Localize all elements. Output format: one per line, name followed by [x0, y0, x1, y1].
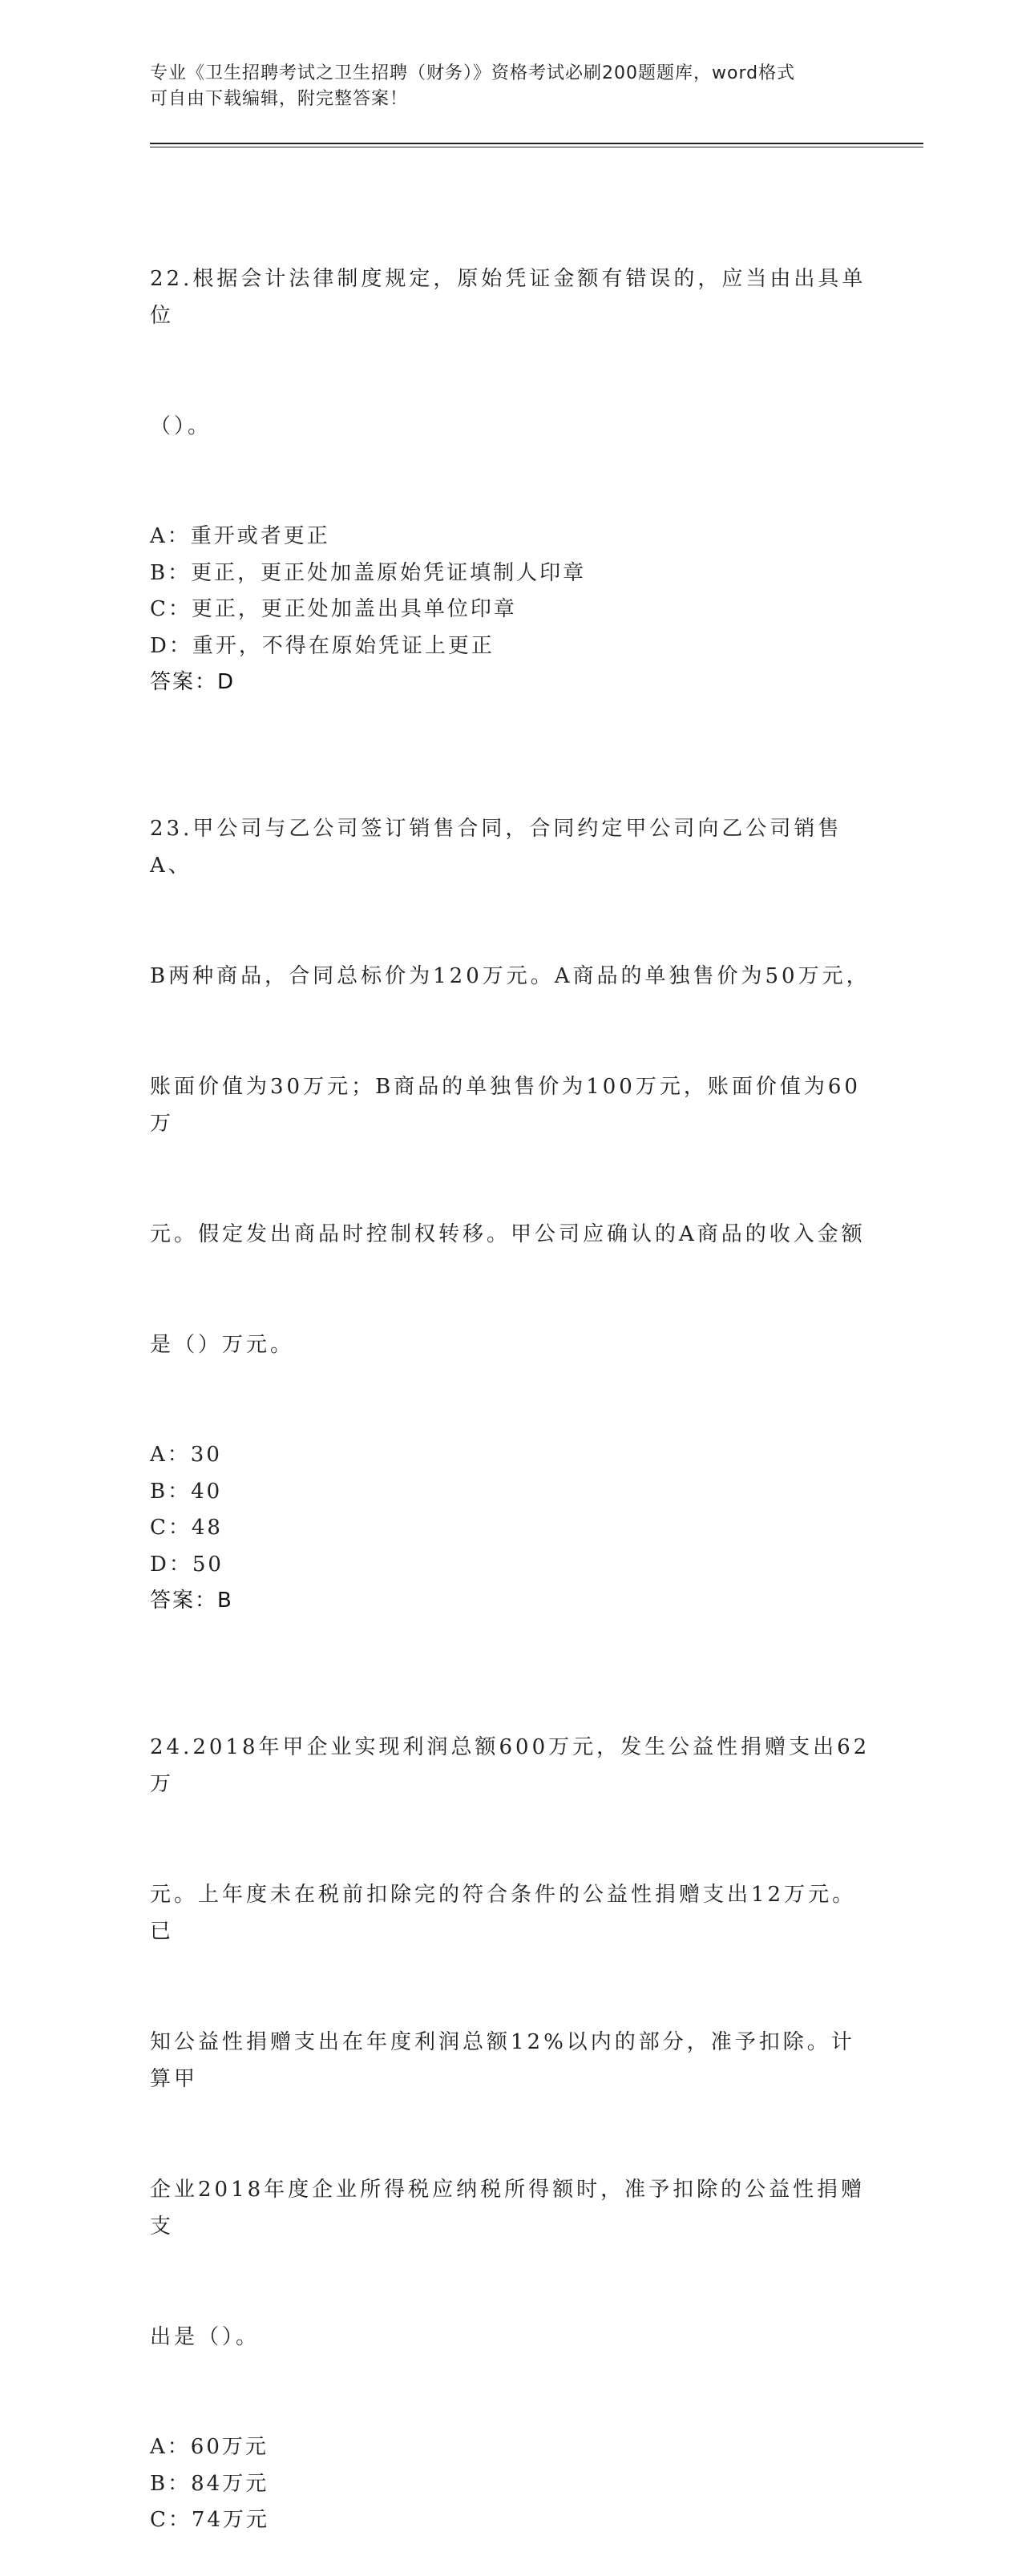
question-stem: [150, 737, 871, 1437]
stem-line: 24.2018年甲企业实现利润总额600万元，发生公益性捐赠支出62万: [150, 1735, 871, 1796]
option-a: A：重开或者更正: [150, 524, 330, 548]
option-c: C：更正，更正处加盖出具单位印章: [150, 597, 517, 621]
question-list: [150, 187, 871, 2576]
answer-line: 答案：D: [150, 670, 236, 694]
option-b: B：84万元: [150, 2471, 269, 2496]
option-a: A：60万元: [150, 2435, 269, 2459]
question-22: [150, 187, 871, 700]
option-c: C：74万元: [150, 2508, 269, 2532]
stem-line: （）。: [150, 414, 212, 438]
stem-line: 22.根据会计法律制度规定，原始凭证金额有错误的，应当由出具单位: [150, 267, 866, 328]
question-stem: [150, 187, 871, 519]
option-d: D：重开，不得在原始凭证上更正: [150, 633, 495, 658]
question-stem: [150, 1655, 871, 2429]
stem-line: 23.甲公司与乙公司签订销售合同，合同约定甲公司向乙公司销售A、: [150, 817, 842, 878]
option-d: D：50: [150, 1552, 224, 1577]
option-b: B：40: [150, 1479, 223, 1504]
stem-line: 企业2018年度企业所得税应纳税所得额时，准予扣除的公益性捐赠支: [150, 2178, 866, 2239]
header-line: 可自由下载编辑，附完整答案！: [150, 89, 409, 109]
option-c: C：48: [150, 1516, 223, 1540]
document-header: [150, 61, 855, 112]
stem-line: 出是（）。: [150, 2325, 261, 2349]
stem-line: 知公益性捐赠支出在年度利润总额12%以内的部分，准予扣除。计算甲: [150, 2030, 855, 2091]
option-a: A：30: [150, 1443, 222, 1467]
question-24: [150, 1655, 871, 2539]
header-line: 专业《卫生招聘考试之卫生招聘（财务）》资格考试必刷200题题库，word格式: [150, 63, 796, 83]
question-23: [150, 737, 871, 1618]
stem-line: 是（）万元。: [150, 1333, 295, 1357]
option-b: B：更正，更正处加盖原始凭证填制人印章: [150, 560, 587, 585]
header-divider: [150, 143, 923, 147]
stem-line: B两种商品，合同总标价为120万元。A商品的单独售价为50万元，: [150, 964, 871, 988]
stem-line: 账面价值为30万元；B商品的单独售价为100万元，账面价值为60万: [150, 1075, 861, 1136]
answer-line: 答案：B: [150, 1589, 233, 1613]
stem-line: 元。假定发出商品时控制权转移。甲公司应确认的A商品的收入金额: [150, 1222, 866, 1246]
stem-line: 元。上年度未在税前扣除完的符合条件的公益性捐赠支出12万元。已: [150, 1883, 857, 1944]
